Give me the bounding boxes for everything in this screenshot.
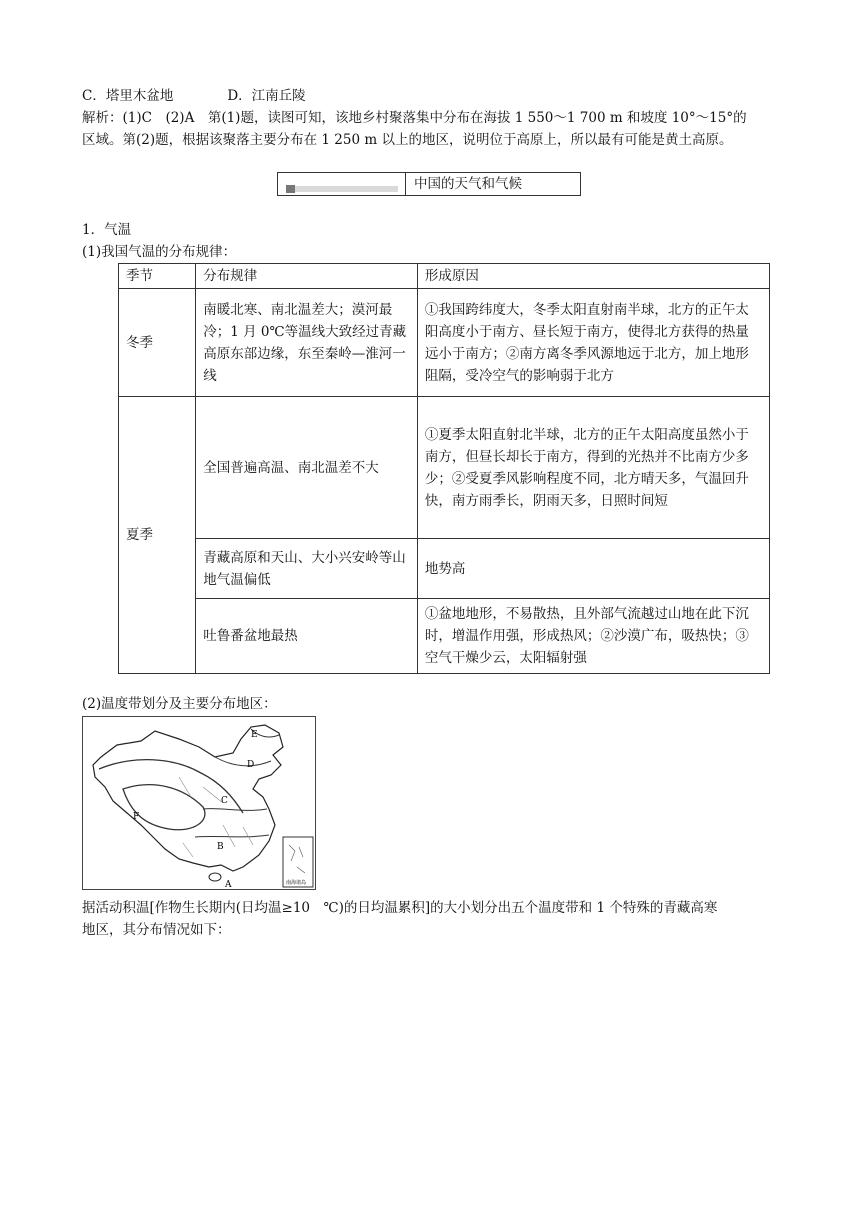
map-label-c: C [221,796,228,806]
header-pattern: 分布规律 [196,264,418,289]
summer-reason-2: 地势高 [417,539,769,599]
table-row [119,539,770,599]
temperature-distribution-table [118,263,770,674]
map-label-a: A [225,880,232,889]
section-title: 中国的天气和气候 [414,176,522,192]
analysis-line-2: 区域。第(2)题，根据该聚落主要分布在 1 250 m 以上的地区，说明位于高原上，所以最有可能是黄土高原。 [82,132,733,148]
option-c: C．塔里木盆地 [82,88,174,104]
answer-options [82,86,306,106]
winter-pattern: 南暖北寒、南北温差大；漠河最冷；1 月 0℃等温线大致经过青藏高原东部边缘，东至秦岭—淮河一线 [196,289,418,397]
header-season: 季节 [119,264,196,289]
header-reason: 形成原因 [417,264,769,289]
table-header-row [119,264,770,289]
map-svg [83,717,315,889]
zone-boundary [215,757,271,766]
season-summer: 夏季 [119,397,196,674]
province-lines [179,777,253,857]
plateau-boundary [123,785,205,830]
item-1-heading: 1．气温 [82,222,132,238]
summer-pattern-1: 全国普遍高温、南北温差不大 [196,397,418,539]
zone-boundary [203,809,267,811]
map-label-e: E [251,730,258,740]
summer-reason-1: ①夏季太阳直射北半球，北方的正午太阳高度虽然小于南方，但昼长却长于南方，得到的光热并不比南方少多少；②受夏季风影响程度不同，北方晴天多，气温回升快，南方雨季长，阴雨天多，日照时间短 [417,397,769,539]
paragraph-line-2: 地区，其分布情况如下： [82,922,231,938]
map-label-b: B [217,842,224,852]
zone-boundary [195,835,269,837]
paragraph-line-1: 据活动积温[作物生长期内(日均温≥10 ℃)的日均温累积]的大小划分出五个温度带和 1 个特殊的青藏高寒 [82,900,718,916]
section-header-decoration [278,173,406,195]
subheading-2: (2)温度带划分及主要分布地区： [82,696,277,712]
season-winter: 冬季 [119,289,196,397]
map-label-d: D [247,760,255,770]
analysis-line-1: 解析：(1)C (2)A 第(1)题，读图可知，该地乡村聚落集中分布在海拔 1 550～1 700 m 和坡度 10°～15°的 [82,110,747,126]
section-header-box [277,172,581,196]
china-outline [93,725,283,871]
map-label-f: F [133,812,140,822]
table-row [119,397,770,539]
summer-reason-3: ①盆地地形，不易散热，且外部气流越过山地在此下沉时，增温作用强，形成热风；②沙漠广布，吸热快；③空气干燥少云，太阳辐射强 [417,599,769,674]
summer-pattern-3: 吐鲁番盆地最热 [196,599,418,674]
option-d: D．江南丘陵 [227,88,306,104]
table-row [119,599,770,674]
inset-label: 南海诸岛 [286,880,307,886]
hainan-island [209,873,221,881]
china-temperature-zone-map [82,716,316,890]
table-row [119,289,770,397]
summer-pattern-2: 青藏高原和天山、大小兴安岭等山地气温偏低 [196,539,418,599]
winter-reason: ①我国跨纬度大，冬季太阳直射南半球，北方的正午太阳高度小于南方、昼长短于南方，使得北方获得的热量远小于南方；②南方离冬季风源地远于北方，加上地形阻隔，受冷空气的影响弱于北方 [417,289,769,397]
subheading-1: (1)我国气温的分布规律： [82,244,237,260]
